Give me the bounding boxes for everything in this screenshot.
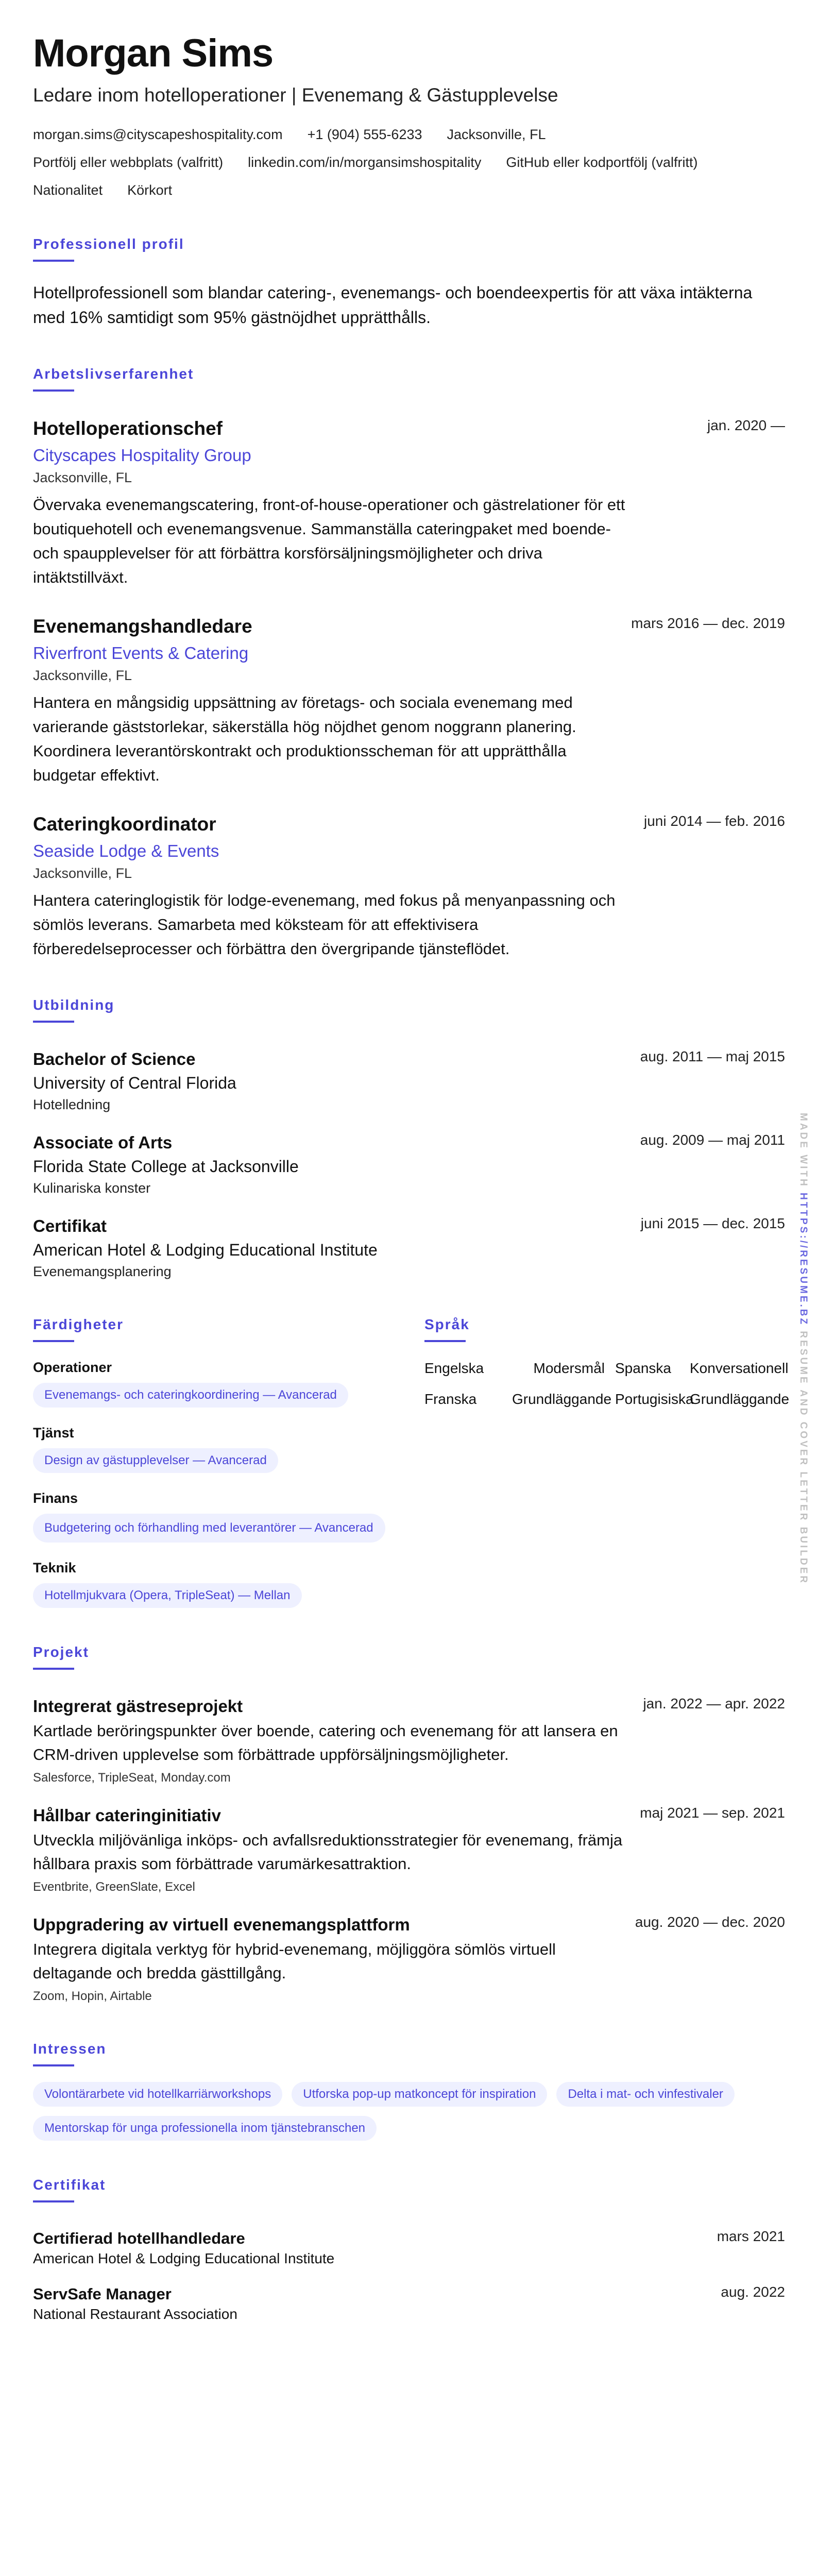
experience-entry (33, 417, 785, 589)
project-description: Utveckla miljövänliga inköps- och avfallsreduktionsstrategier för evenemang, främja hållbara praxis som förbättrade varumärkesattraktion. (33, 1831, 623, 1873)
certificates-section (33, 2177, 785, 2324)
language-level: Grundläggande (690, 1391, 790, 1407)
resume-page (33, 31, 790, 2324)
job-description: Övervaka evenemangscatering, front-of-house-operationer och gästrelationer för ett boutiquehotell och evenemangsvenue. Sammanställa cateringpaket med boende- och spaupplevelser för att förbättra korsförsäljningsmöjligheter och driva intäktstillväxt. (33, 496, 625, 586)
language-name: Engelska (424, 1360, 484, 1376)
education-section (33, 997, 785, 1280)
section-underline (33, 1668, 74, 1670)
interest-chip: Utforska pop-up matkoncept för inspiration (292, 2082, 547, 2107)
school-name: Florida State College at Jacksonville (33, 1157, 299, 1176)
section-title-education: Utbildning (33, 997, 115, 1013)
section-title-experience: Arbetslivserfarenhet (33, 366, 194, 382)
headline: Ledare inom hotelloperationer | Evenemang & Gästupplevelse (33, 84, 558, 106)
skill-chip: Budgetering och förhandling med leverantörer — Avancerad (33, 1514, 385, 1543)
language-row (424, 1389, 790, 1409)
certificate-issuer: American Hotel & Lodging Educational Institute (33, 2250, 335, 2266)
section-title-projects: Projekt (33, 1644, 89, 1660)
interest-chip: Mentorskap för unga professionella inom tjänstebranschen (33, 2116, 377, 2141)
company-name: Cityscapes Hospitality Group (33, 446, 251, 465)
builder-watermark (798, 1113, 812, 1585)
section-underline (33, 2064, 74, 2066)
education-dates: aug. 2009 — maj 2011 (640, 1132, 785, 1148)
field-of-study: Kulinariska konster (33, 1180, 151, 1196)
certificate-issuer: National Restaurant Association (33, 2306, 237, 2322)
education-entry (33, 1132, 785, 1197)
languages-section (424, 1316, 790, 1608)
phone-text: +1 (904) 555-6233 (307, 127, 422, 142)
school-name: American Hotel & Lodging Educational Institute (33, 1241, 378, 1259)
language-name: Franska (424, 1391, 477, 1407)
skill-chip: Design av gästupplevelser — Avancerad (33, 1448, 278, 1473)
language-name: Portugisiska (615, 1391, 694, 1407)
section-underline (33, 260, 74, 262)
project-name: Uppgradering av virtuell evenemangsplattform (33, 1915, 410, 1934)
skill-category: Finans (33, 1490, 78, 1506)
job-title: Cateringkoordinator (33, 814, 216, 835)
watermark-link[interactable]: HTTPS://RESUME.BZ (798, 1193, 809, 1327)
interests-section (33, 2041, 785, 2141)
project-description: Kartlade beröringspunkter över boende, catering och evenemang för att lansera en CRM-driven upplevelse som förbättrade uppförsäljningsmöjligheter. (33, 1722, 618, 1764)
language-level: Modersmål (533, 1360, 605, 1376)
company-name: Seaside Lodge & Events (33, 841, 219, 860)
email-link[interactable]: morgan.sims@cityscapeshospitality.com (33, 127, 283, 142)
job-dates: jan. 2020 — (707, 417, 785, 433)
language-row (424, 1359, 789, 1378)
project-entry (33, 1696, 785, 1786)
portfolio-link[interactable]: Portfölj eller webbplats (valfritt) (33, 155, 224, 170)
project-tools: Eventbrite, GreenSlate, Excel (33, 1880, 195, 1894)
project-description: Integrera digitala verktyg för hybrid-evenemang, möjliggöra sömlös virtuell deltagande och bredda gästtillgång. (33, 1940, 556, 1982)
project-entry (33, 1914, 785, 2005)
skill-chip: Evenemangs- och cateringkoordinering — Avancerad (33, 1383, 348, 1408)
project-entry (33, 1805, 785, 1895)
experience-entry (33, 813, 785, 961)
job-title: Evenemangshandledare (33, 616, 252, 637)
certificate-date: mars 2021 (717, 2228, 785, 2244)
profile-section (33, 236, 785, 330)
skills-languages-row (33, 1316, 790, 1608)
linkedin-link[interactable]: linkedin.com/in/morgansimshospitality (248, 155, 482, 170)
project-dates: jan. 2022 — apr. 2022 (643, 1696, 785, 1711)
language-level: Konversationell (690, 1360, 789, 1376)
experience-section (33, 366, 785, 961)
skill-category: Tjänst (33, 1425, 74, 1440)
language-level: Grundläggande (512, 1391, 612, 1407)
section-underline (33, 1021, 74, 1023)
github-link[interactable]: GitHub eller kodportfölj (valfritt) (506, 155, 698, 170)
project-tools: Zoom, Hopin, Airtable (33, 1989, 152, 2003)
certificate-entry (33, 2284, 785, 2324)
watermark-prefix: MADE WITH (798, 1113, 809, 1193)
section-title-profile: Professionell profil (33, 236, 184, 252)
section-underline (33, 1340, 74, 1342)
job-dates: mars 2016 — dec. 2019 (631, 615, 785, 631)
job-location: Jacksonville, FL (33, 866, 132, 881)
skill-chip: Hotellmjukvara (Opera, TripleSeat) — Mellan (33, 1583, 302, 1608)
location-text: Jacksonville, FL (447, 127, 546, 142)
license-text: Körkort (127, 182, 173, 198)
interest-chip: Volontärarbete vid hotellkarriärworkshops (33, 2082, 282, 2107)
degree-title: Associate of Arts (33, 1133, 173, 1152)
nationality-text: Nationalitet (33, 182, 103, 198)
project-dates: aug. 2020 — dec. 2020 (635, 1914, 785, 1930)
certificate-date: aug. 2022 (721, 2284, 785, 2300)
certificate-entry (33, 2228, 785, 2268)
section-title-languages: Språk (424, 1316, 470, 1332)
section-title-certificates: Certifikat (33, 2177, 106, 2193)
watermark-suffix: RESUME AND COVER LETTER BUILDER (798, 1326, 809, 1585)
education-entry (33, 1215, 785, 1280)
degree-title: Certifikat (33, 1216, 107, 1235)
certificate-name: ServSafe Manager (33, 2285, 172, 2303)
school-name: University of Central Florida (33, 1074, 236, 1092)
skills-section (33, 1316, 391, 1608)
contact-info (33, 126, 785, 199)
project-name: Integrerat gästreseprojekt (33, 1697, 243, 1716)
profile-summary: Hotellprofessionell som blandar catering-, evenemangs- och boendeexpertis för att växa intäkterna med 16% samtidigt som 95% gästnöjdhet upprätthålls. (33, 283, 753, 327)
section-title-interests: Intressen (33, 2041, 107, 2057)
company-name: Riverfront Events & Catering (33, 643, 249, 663)
language-name: Spanska (615, 1360, 671, 1376)
section-underline (33, 389, 74, 392)
candidate-name: Morgan Sims (33, 31, 274, 75)
project-tools: Salesforce, TripleSeat, Monday.com (33, 1771, 231, 1785)
degree-title: Bachelor of Science (33, 1049, 196, 1069)
watermark-text (797, 1113, 809, 1585)
interest-list (33, 2082, 785, 2141)
job-location: Jacksonville, FL (33, 668, 132, 683)
education-dates: juni 2015 — dec. 2015 (640, 1215, 785, 1231)
job-location: Jacksonville, FL (33, 470, 132, 485)
education-dates: aug. 2011 — maj 2015 (640, 1048, 785, 1064)
job-description: Hantera en mångsidig uppsättning av företags- och sociala evenemang med varierande gäststorlekar, säkerställa hög nöjdhet genom noggrann planering. Koordinera leverantörskontrakt och produktionsscheman för att upprätthålla budgetar effektivt. (33, 693, 576, 784)
certificate-name: Certifierad hotellhandledare (33, 2229, 245, 2247)
education-entry (33, 1048, 785, 1113)
field-of-study: Hotelledning (33, 1097, 111, 1112)
project-name: Hållbar cateringinitiativ (33, 1806, 221, 1825)
projects-section (33, 1644, 785, 2005)
job-dates: juni 2014 — feb. 2016 (644, 813, 785, 829)
section-underline (33, 2200, 74, 2202)
section-title-skills: Färdigheter (33, 1316, 124, 1332)
section-underline (424, 1340, 466, 1342)
project-dates: maj 2021 — sep. 2021 (640, 1805, 785, 1821)
job-description: Hantera cateringlogistik för lodge-evenemang, med fokus på menyanpassning och sömlös leverans. Samarbeta med köksteam för att effektivisera förberedelseprocesser och förbättra den övergripande tjänsteflödet. (33, 891, 616, 958)
job-title: Hotelloperationschef (33, 418, 223, 439)
interest-chip: Delta i mat- och vinfestivaler (556, 2082, 734, 2107)
field-of-study: Evenemangsplanering (33, 1264, 172, 1279)
experience-entry (33, 615, 785, 787)
skill-category: Teknik (33, 1560, 76, 1575)
skill-category: Operationer (33, 1360, 112, 1375)
